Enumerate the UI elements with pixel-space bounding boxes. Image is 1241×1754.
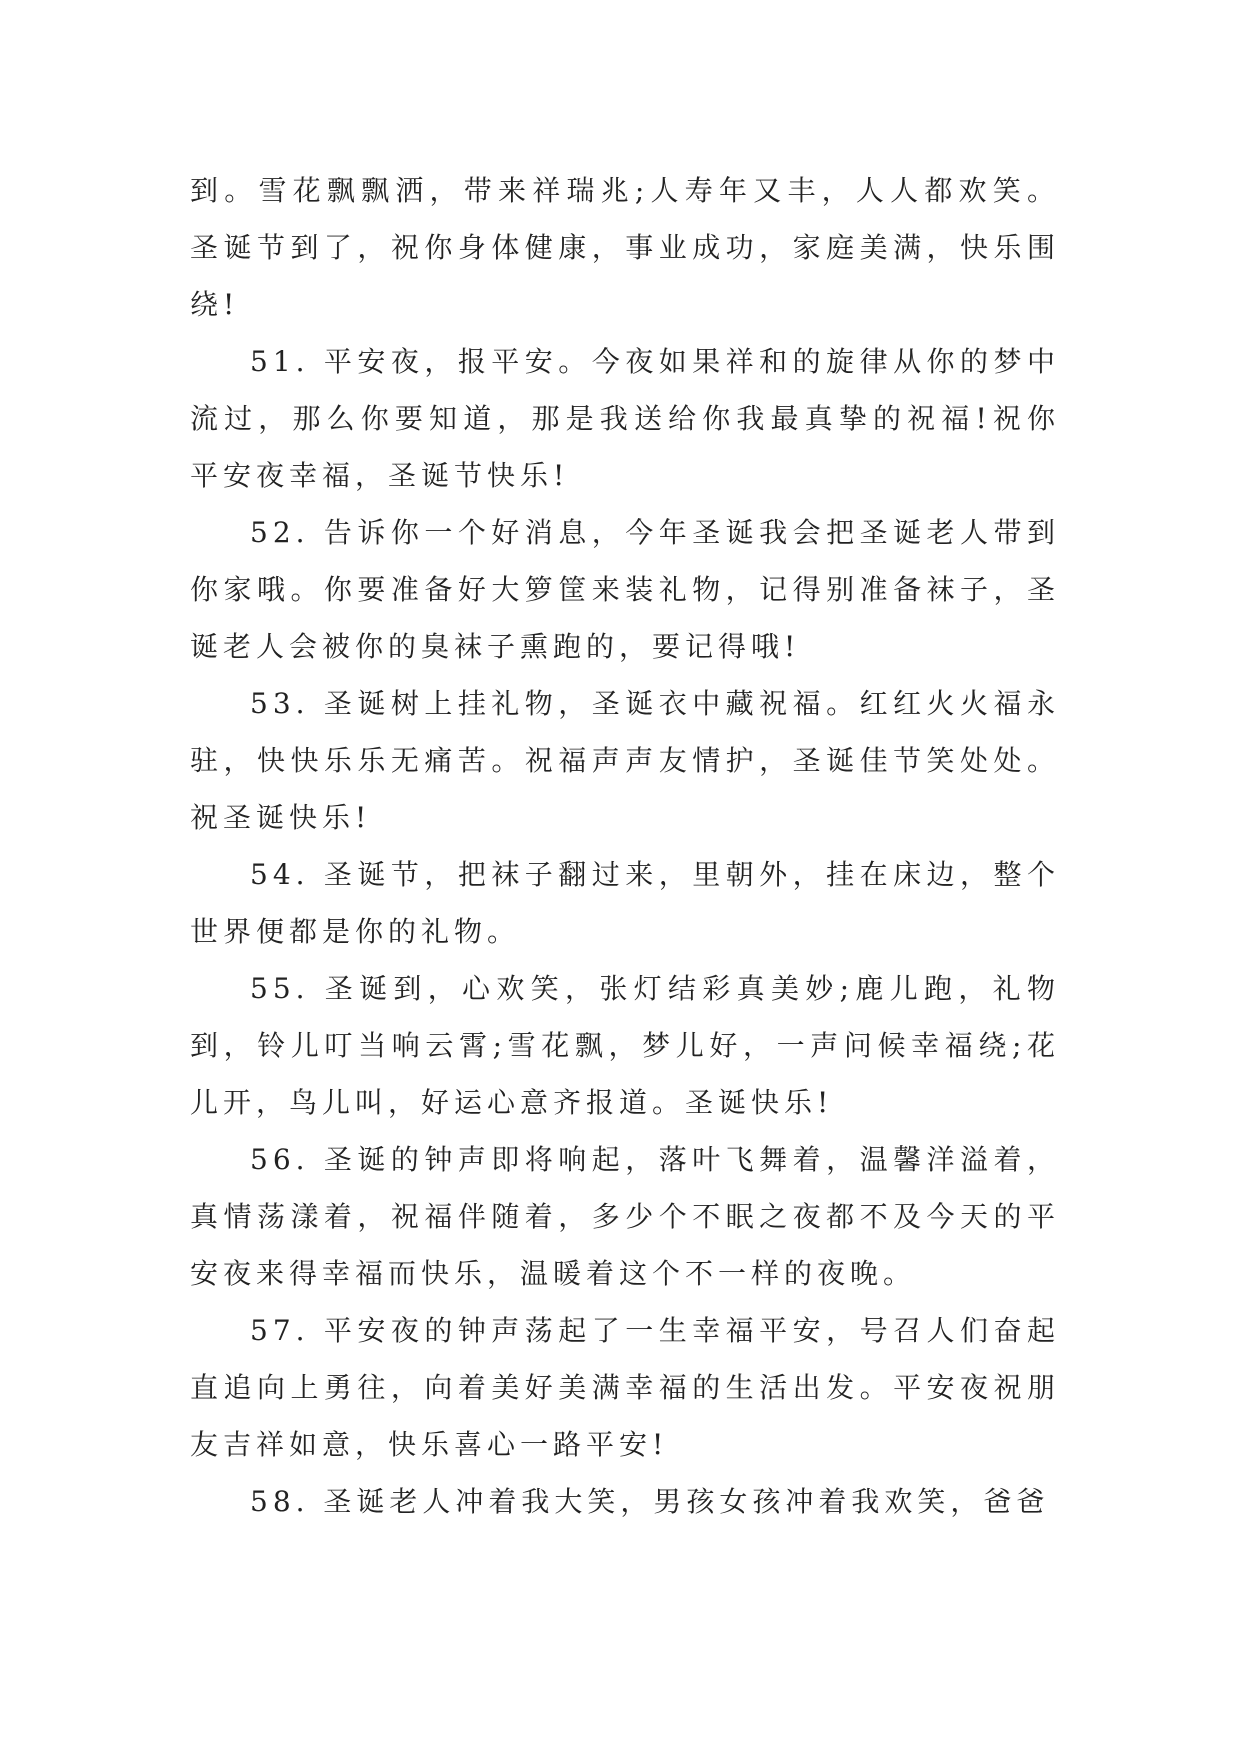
paragraph-55: 55. 圣诞到，心欢笑，张灯结彩真美妙;鹿儿跑，礼物到，铃儿叮当响云霄;雪花飘，梦儿好，一声问候幸福绕;花儿开，鸟儿叫，好运心意齐报道。圣诞快乐! xyxy=(190,972,1060,1119)
paragraph-53: 53. 圣诞树上挂礼物，圣诞衣中藏祝福。红红火火福永驻，快快乐乐无痛苦。祝福声声友情护，圣诞佳节笑处处。祝圣诞快乐! xyxy=(190,687,1060,834)
paragraph-56: 56. 圣诞的钟声即将响起，落叶飞舞着，温馨洋溢着，真情荡漾着，祝福伴随着，多少个不眠之夜都不及今天的平安夜来得幸福而快乐，温暖着这个不一样的夜晚。 xyxy=(190,1143,1060,1290)
paragraph-58: 58. 圣诞老人冲着我大笑，男孩女孩冲着我欢笑，爸爸 xyxy=(250,1485,1050,1518)
document-body xyxy=(190,162,1060,1530)
paragraph-continuation: 到。雪花飘飘洒，带来祥瑞兆;人寿年又丰，人人都欢笑。圣诞节到了，祝你身体健康，事业成功，家庭美满，快乐围绕! xyxy=(190,174,1060,321)
paragraph-52: 52. 告诉你一个好消息，今年圣诞我会把圣诞老人带到你家哦。你要准备好大箩筐来装礼物，记得别准备袜子，圣诞老人会被你的臭袜子熏跑的，要记得哦! xyxy=(190,516,1060,663)
paragraph-54: 54. 圣诞节，把袜子翻过来，里朝外，挂在床边，整个世界便都是你的礼物。 xyxy=(190,858,1060,948)
paragraph-51: 51. 平安夜，报平安。今夜如果祥和的旋律从你的梦中流过，那么你要知道，那是我送给你我最真挚的祝福!祝你平安夜幸福，圣诞节快乐! xyxy=(190,345,1060,492)
paragraph-57: 57. 平安夜的钟声荡起了一生幸福平安，号召人们奋起直追向上勇往，向着美好美满幸福的生活出发。平安夜祝朋友吉祥如意，快乐喜心一路平安! xyxy=(190,1314,1060,1461)
